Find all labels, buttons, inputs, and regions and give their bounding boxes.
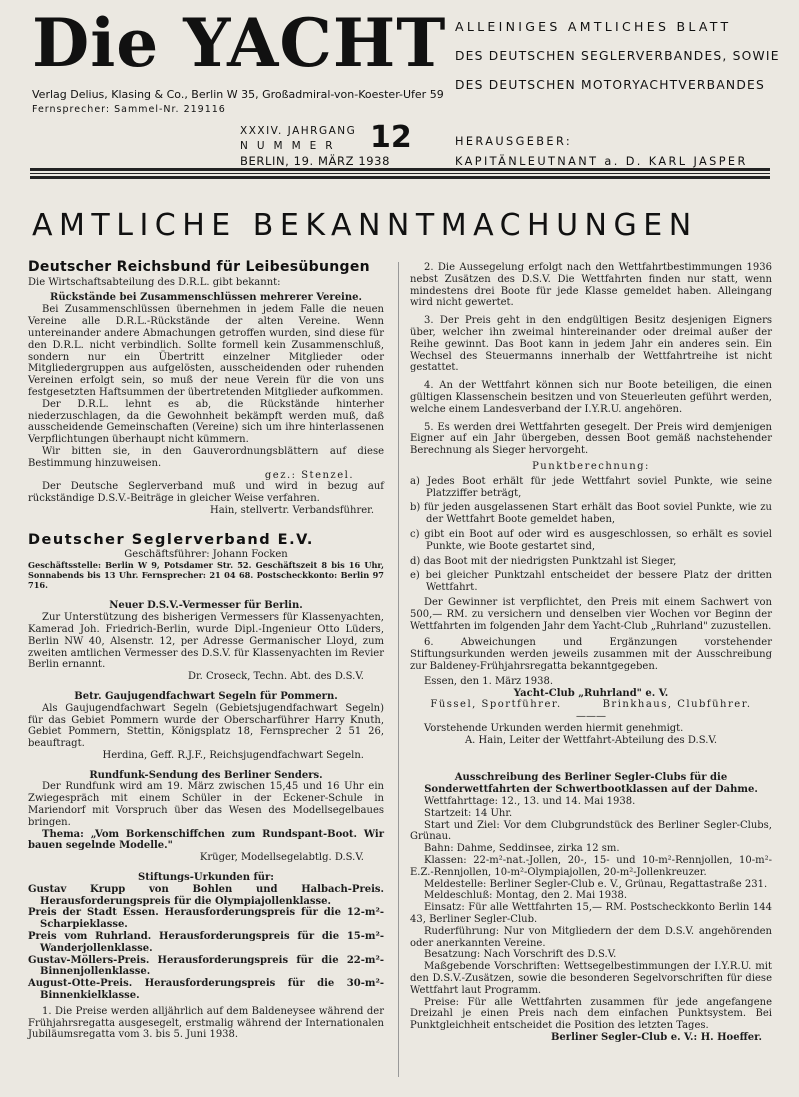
- stiftung-item: Gustav Krupp von Bohlen und Halbach-Preis. Herausforderungspreis für die Olympiajollenklasse.: [28, 883, 384, 907]
- rule-paragraph: 4. An der Wettfahrt können sich nur Boote beteiligen, die einen gültigen Klassenschein besitzen und von Steuerleuten geführt werden, welche einem Landesverband der I.Y.R.U. angehören.: [410, 380, 772, 415]
- ausschreibung-line: Startzeit: 14 Uhr.: [424, 807, 513, 819]
- ausschreibung-line: Meldestelle: Berliner Segler-Club e. V., Grünau, Regattastraße 231.: [424, 878, 768, 890]
- approval-signature: A. Hain, Leiter der Wettfahrt-Abteilung des D.S.V.: [464, 734, 718, 746]
- drl-heading: Deutscher Reichsbund für Leibesübungen: [28, 259, 370, 275]
- rundfunk-paragraph: Der Rundfunk wird am 19. März zwischen 15,45 und 16 Uhr ein Zwiegespräch mit einem Schüler in der Eckener-Schule in Mariendorf mit Vorspruch über das Wesen des Modellsegelbaues bringen.: [28, 781, 384, 828]
- editor-label: HERAUSGEBER:: [455, 135, 573, 148]
- stiftung-heading: Stiftungs-Urkunden für:: [138, 872, 274, 884]
- right-column: [410, 262, 772, 1044]
- issue-place-date: Essen, den 1. März 1938.: [424, 675, 553, 687]
- stiftung-item: Preis vom Ruhrland. Herausforderungspreis für die 15-m²-Wanderjollenklasse.: [28, 931, 384, 954]
- ausschreibung-line: Bahn: Dahme, Seddinsee, zirka 12 sm.: [424, 843, 620, 855]
- pommern-paragraph: Als Gaujugendfachwart Segeln (Gebietsjugendfachwart Segeln) für das Gebiet Pommern wurde der Oberscharführer Harry Knuth, Gebiet Pommern, Stettin, Königsplatz 18, Fernsprecher 2 51 26, beauftragt.: [28, 702, 384, 750]
- masthead-rule-mid: [30, 173, 770, 174]
- rundfunk-theme: Thema: „Vom Borkenschiffchen zum Rundspant-Boot. Wir bauen segelnde Modelle.": [28, 828, 384, 852]
- stiftung-item: Preis der Stadt Essen. Herausforderungspreis für die 12-m²-Scharpieklasse.: [28, 907, 384, 931]
- ausschreibung-line: Ruderführung: Nur von Mitgliedern der dem D.S.V. angehörenden oder anerkannten Vereine.: [410, 925, 772, 949]
- club-signatures: [410, 699, 772, 711]
- approval-text: Vorstehende Urkunden werden hiermit genehmigt.: [424, 722, 684, 734]
- masthead-rule-top: [30, 168, 770, 171]
- ausschreibung-line: Maßgebende Vorschriften: Wettsegelbestimmungen der I.Y.R.U. mit den D.S.V.-Zusätzen, sowie die besonderen Segelvorschriften für diese Wettfahrt laut Programm.: [410, 961, 772, 996]
- pommern-signature: Herdina, Geff. R.J.F., Reichsjugendfachwart Segeln.: [102, 749, 364, 761]
- ausschreibung-signature: Berliner Segler-Club e. V.: H. Hoeffer.: [550, 1032, 762, 1044]
- ausschreibung-line: Meldeschluß: Montag, den 2. Mai 1938.: [424, 890, 628, 902]
- punkt-heading: Punktberechnung:: [532, 460, 650, 472]
- dsv-office-info: Geschäftsstelle: Berlin W 9, Potsdamer Str. 52. Geschäftszeit 8 bis 16 Uhr, Sonnabends bis 13 Uhr. Fernsprecher: 21 04 68. Postscheckkonto: Berlin 97 716.: [28, 560, 384, 591]
- phone-line: Fernsprecher: Sammel-Nr. 219116: [32, 104, 226, 115]
- punkt-item: c) gibt ein Boot auf oder wird es ausgeschlossen, so erhält es soviel Punkte, wie Boote gestartet sind,: [410, 528, 772, 552]
- club-name: Yacht-Club „Ruhrland" e. V.: [513, 687, 669, 699]
- rule-paragraph: 2. Die Aussegelung erfolgt nach den Wettfahrtbestimmungen 1936 nebst Zusätzen des D.S.V. Die Wettfahrten finden nur statt, wenn mindestens drei Boote für jede Klasse gemeldet haben. Alleingang wird nicht gewertet.: [410, 262, 772, 309]
- rule-paragraph: 6. Abweichungen und Ergänzungen vorstehender Stiftungsurkunden werden jeweils zusammen mit der Ausschreibung zur Baldeney-Frühjahrsregatta bekanntgegeben.: [410, 637, 772, 672]
- ausschreibung-line: Besatzung: Nach Vorschrift des D.S.V.: [424, 949, 617, 961]
- stiftung-item: August-Otte-Preis. Herausforderungspreis für die 30-m²-Binnenkielklasse.: [28, 978, 384, 1002]
- editor-name: KAPITÄNLEUTNANT a. D. KARL JASPER: [455, 155, 748, 168]
- vermesser-heading: Neuer D.S.V.-Vermesser für Berlin.: [109, 600, 303, 612]
- drl-signature: Hain, stellvertr. Verbandsführer.: [209, 504, 374, 516]
- punkt-item: a) Jedes Boot erhält für jede Wettfahrt soviel Punkte, wie seine Platzziffer beträgt,: [410, 475, 772, 499]
- masthead-subtitle-line: DES DEUTSCHEN SEGLERVERBANDES, SOWIE: [455, 49, 780, 63]
- ausschreibung-line: Wettfahrttage: 12., 13. und 14. Mai 1938.: [424, 796, 636, 808]
- left-column: [28, 259, 384, 1041]
- ausschreibung-line: Start und Ziel: Vor dem Clubgrundstück des Berliner Segler-Clubs, Grünau.: [410, 819, 772, 843]
- rundfunk-signature: Krüger, Modellsegelabtlg. D.S.V.: [199, 852, 364, 864]
- rule-paragraph: 5. Es werden drei Wettfahrten gesegelt. Der Preis wird demjenigen Eigner auf ein Jahr übergeben, dessen Boot gemäß nachstehender Berechnung als Sieger hervorgeht.: [410, 421, 772, 457]
- rule-paragraph: 3. Der Preis geht in den endgültigen Besitz desjenigen Eigners über, welcher ihn zweimal hintereinander oder dreimal außer der Reihe gewinnt. Das Boot kann in jedem Jahr ein anderes sein. Ein Wechsel des Steuermanns innerhalb der Wettfahrtreihe ist nicht gestattet.: [410, 315, 772, 374]
- dsv-manager: Geschäftsführer: Johann Focken: [124, 548, 288, 560]
- rundfunk-heading: Rundfunk-Sendung des Berliner Senders.: [89, 769, 323, 781]
- column-divider: [398, 262, 399, 1077]
- drl-paragraph: Wir bitten sie, in den Gauverordnungsblättern auf diese Bestimmung hinzuweisen.: [28, 445, 384, 469]
- ausschreibung-heading: Ausschreibung des Berliner Segler-Clubs für die Sonderwettfahrten der Schwertbootklassen auf der Dahme.: [424, 772, 758, 796]
- drl-intro: Die Wirtschaftsabteilung des D.R.L. gibt bekannt:: [28, 276, 281, 288]
- page-title: AMTLICHE BEKANNTMACHUNGEN: [32, 208, 698, 243]
- masthead-subtitle-line: DES DEUTSCHEN MOTORYACHTVERBANDES: [455, 78, 765, 92]
- issue-number-label: NUMMER: [240, 140, 342, 152]
- stiftung-item: Gustav-Möllers-Preis. Herausforderungspreis für die 22-m²-Binnenjollenklasse.: [28, 954, 384, 978]
- drl-paragraph: Der Deutsche Seglerverband muß und wird in bezug auf rückständige D.S.V.-Beiträge in gleicher Weise verfahren.: [28, 481, 384, 505]
- masthead-subtitle-line: ALLEINIGES AMTLICHES BLATT: [455, 19, 732, 34]
- masthead-subtitle: [455, 14, 785, 101]
- punkt-item: e) bei gleicher Punktzahl entscheidet der bessere Platz der dritten Wettfahrt.: [410, 570, 772, 594]
- vermesser-signature: Dr. Croseck, Techn. Abt. des D.S.V.: [187, 671, 364, 683]
- drl-paragraph: Der D.R.L. lehnt es ab, die Rückstände hinterher niederzuschlagen, da die Gewohnheit bekämpft werden muß, daß ausscheidende Gemeinschaften (Vereine) sich um ihre hinterlassenen Verpflichtungen überhaupt nicht kümmern.: [28, 398, 384, 446]
- drl-signature: gez.: Stenzel.: [264, 469, 354, 481]
- punkt-item: d) das Boot mit der niedrigsten Punktzahl ist Sieger,: [410, 555, 677, 567]
- signature-right: Brinkhaus, Clubführer.: [602, 699, 752, 711]
- punkt-item: b) für jeden ausgelassenen Start erhält das Boot soviel Punkte, wie zu der Wettfahrt Boote gemeldet haben,: [410, 502, 772, 526]
- ausschreibung-line: Klassen: 22-m²-nat.-Jollen, 20-, 15- und 10-m²-Rennjollen, 10-m²-E.Z.-Rennjollen, 10-m²-Olympiajollen, 20-m²-Jollenkreuzer.: [410, 855, 772, 878]
- drl-paragraph: Bei Zusammenschlüssen übernehmen in jedem Falle die neuen Vereine alle D.R.L.-Rückstände der alten Vereine. Wenn untereinander andere Abmachungen getroffen wurden, sind diese für den D.R.L. nicht verbindlich. Sollte formell kein Zusammenschluß, sondern nur ein Übertritt einzelner Mitglieder oder Mitgliedergruppen aus aufgelösten, ausscheidenden oder ruhenden Vereinen erfolgt sein, so muß der neue Verein für die von uns festgesetzten Haftsummen der übertretenden Mitglieder aufkommen.: [28, 304, 384, 398]
- issue-volume: XXXIV. JAHRGANG: [240, 125, 357, 137]
- editor-info: [455, 132, 748, 172]
- issue-number: 12: [370, 120, 412, 155]
- drl-subheading: Rückstände bei Zusammenschlüssen mehrerer Vereine.: [50, 291, 362, 303]
- ausschreibung-line: Einsatz: Für alle Wettfahrten 15,— RM. Postscheckkonto Berlin 144 43, Berliner Segler-Club.: [410, 902, 772, 926]
- issue-date: BERLIN, 19. MÄRZ 1938: [240, 154, 390, 168]
- stiftung-paragraph: 1. Die Preise werden alljährlich auf dem Baldeneysee während der Frühjahrsregatta ausgesegelt, erstmalig während der Internationalen Jubiläumsregatta vom 3. bis 5. Juni 1938.: [28, 1005, 384, 1041]
- publisher-line: Verlag Delius, Klasing & Co., Berlin W 35, Großadmiral-von-Koester-Ufer 59: [32, 88, 444, 101]
- separator-dash: ———: [576, 711, 606, 723]
- dsv-heading: Deutscher Seglerverband E.V.: [28, 531, 314, 548]
- masthead-title: Die YACHT: [32, 4, 447, 82]
- gewinner-paragraph: Der Gewinner ist verpflichtet, den Preis mit einem Sachwert von 500,— RM. zu versichern und denselben vier Wochen vor Beginn der Wettfahrten im folgenden Jahr dem Yacht-Club „Ruhrland" zuzustellen.: [410, 596, 772, 632]
- masthead-rule-bottom: [30, 176, 770, 179]
- issue-info: [240, 124, 390, 169]
- signature-left: Füssel, Sportführer.: [430, 699, 562, 711]
- pommern-heading: Betr. Gaujugendfachwart Segeln für Pommern.: [74, 690, 338, 702]
- ausschreibung-line: Preise: Für alle Wettfahrten zusammen für jede angefangene Dreizahl je einen Preis nach dem einfachen Punktsystem. Bei Punktgleichheit entscheidet die Position des letzten Tages.: [410, 996, 772, 1032]
- vermesser-paragraph: Zur Unterstützung des bisherigen Vermessers für Klassenyachten, Kamerad Joh. Friedrich-Berlin, wurde Dipl.-Ingenieur Otto Lüders, Berlin NW 40, Alsenstr. 12, per Adresse Germanischer Lloyd, zum zweiten amtlichen Vermesser des D.S.V. für Klassenyachten im Revier Berlin ernannt.: [28, 612, 384, 671]
